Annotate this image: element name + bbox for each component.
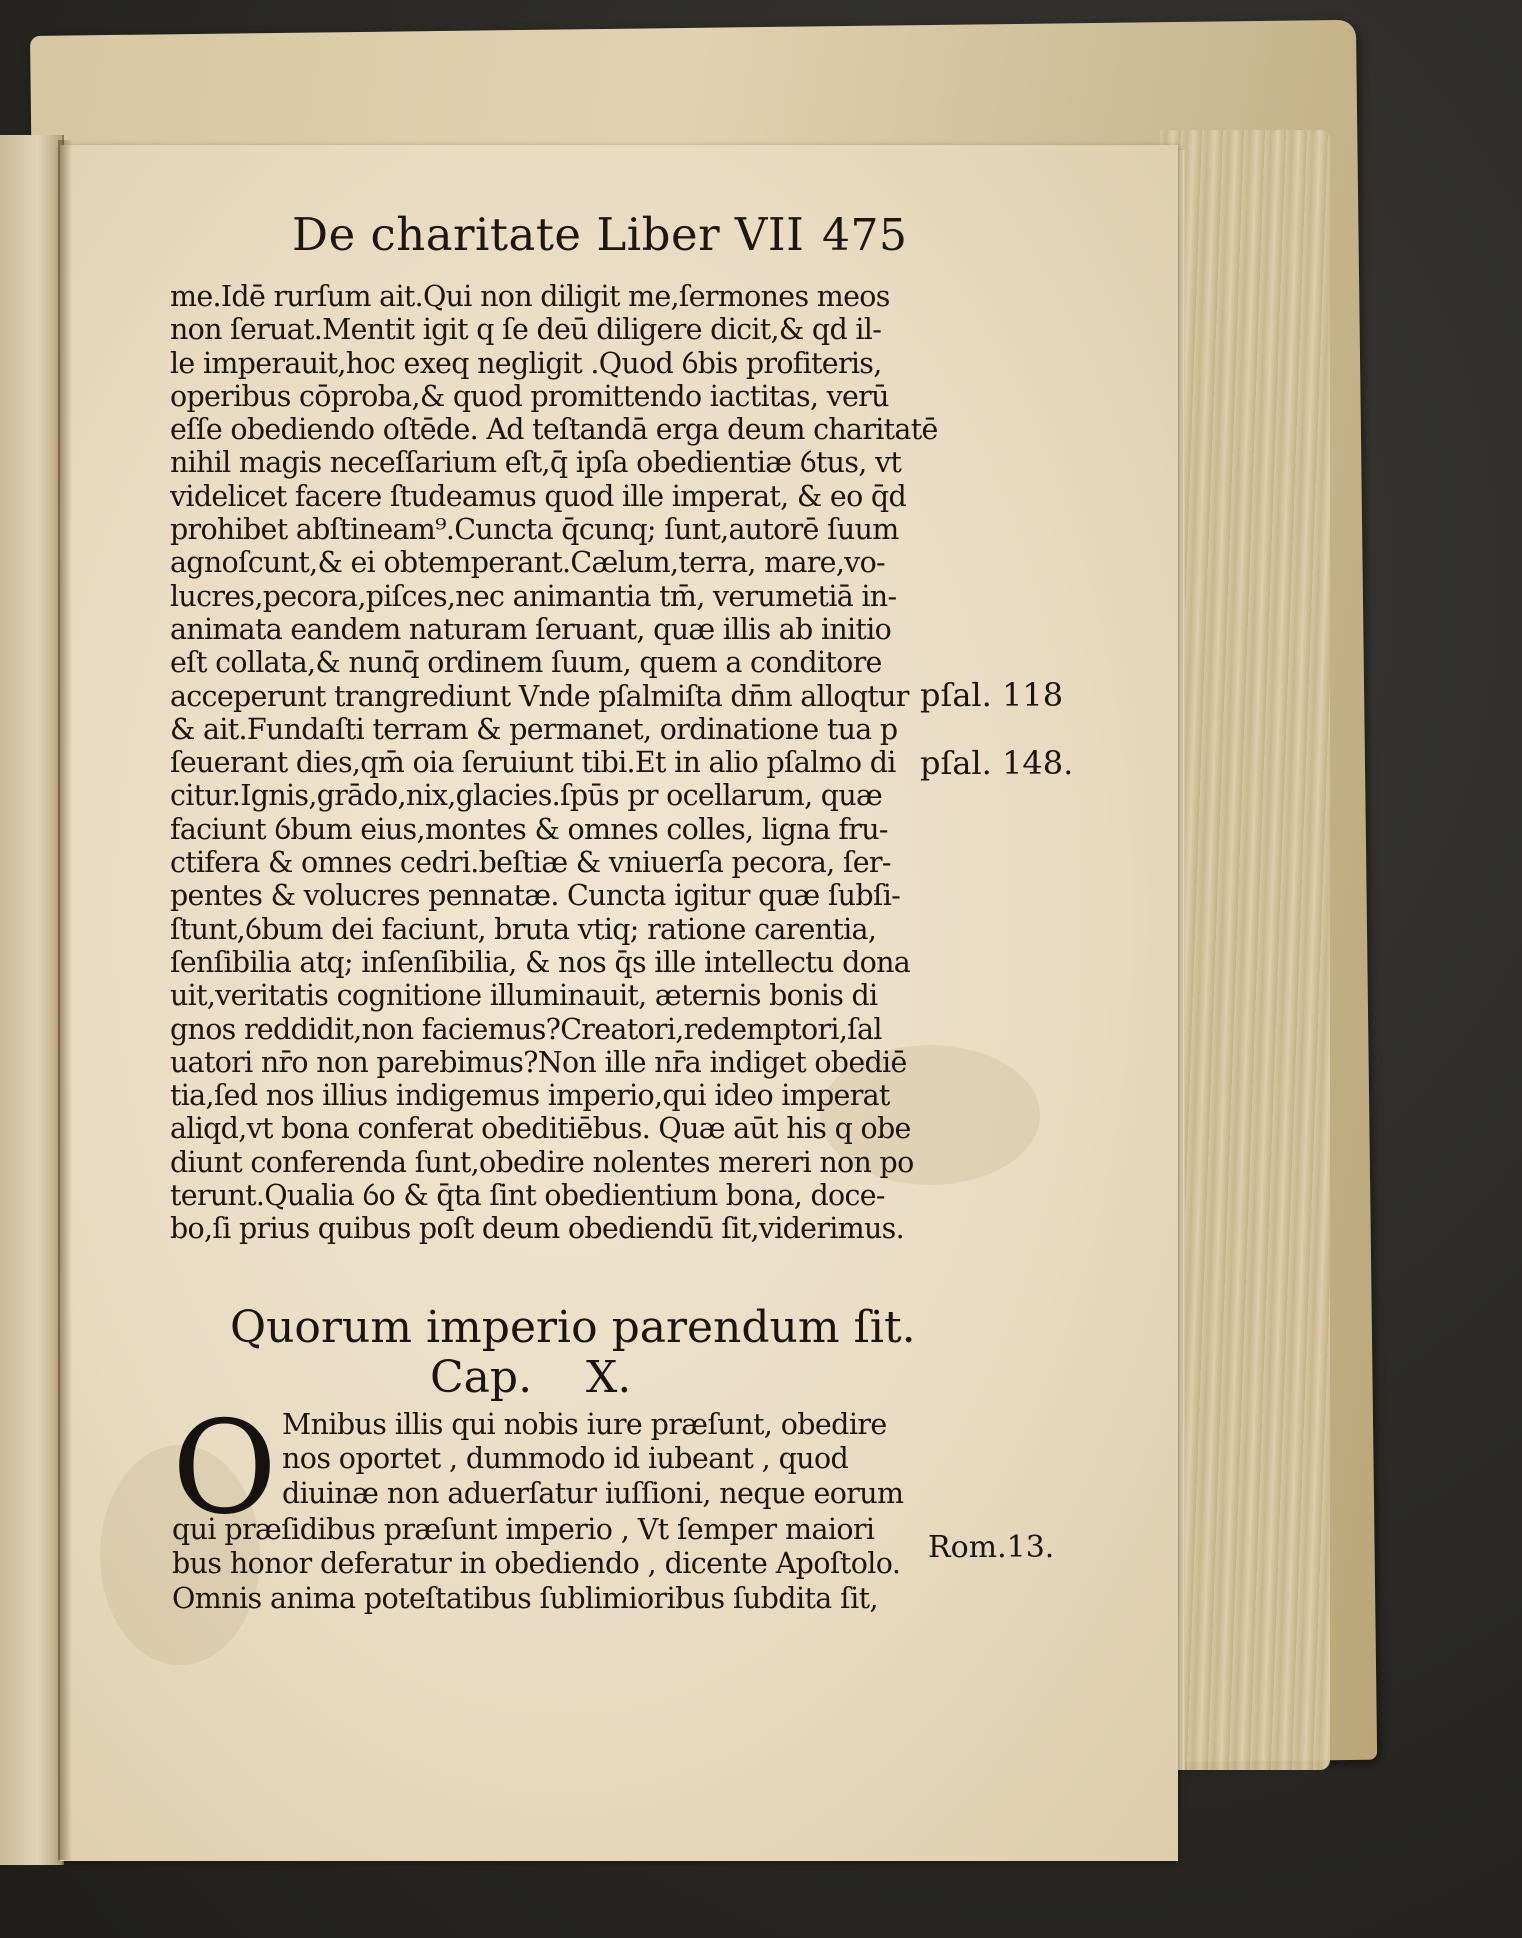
text-line: tia,ſed nos illius indigemus imperio,qui ideo imperat — [170, 1079, 890, 1113]
text-line: nos oportet , dummodo id iubeant , quod — [282, 1442, 849, 1476]
text-line: ſtunt,ỽbum dei faciunt, bruta vtiq; ratione carentia, — [170, 912, 877, 946]
verso-page-edge — [0, 135, 64, 1865]
initial-lines — [282, 1408, 922, 1511]
cover-fore-edge — [1160, 130, 1330, 1770]
text-line: uatori nr̄o non parebimus?Non ille nr̄a indiget obediē — [170, 1045, 907, 1079]
text-line: terunt.Qualia ỽo & q̄ta ſint obedientium bona, doce- — [170, 1179, 885, 1213]
margin-note: pſal. 118 — [920, 676, 1064, 714]
text-line: le imperauit,hoc exeq negligit .Quod ỽbis profiteris, — [170, 346, 882, 380]
chapter-text — [172, 1513, 922, 1616]
running-head — [292, 208, 912, 272]
text-line: agnoſcunt,& ei obtemperant.Cælum,terra, mare,vo- — [170, 546, 885, 580]
text-line: Omnis anima poteſtatibus ſublimioribus ſubdita ſit, — [172, 1581, 878, 1615]
text-line: pentes & volucres pennatæ. Cuncta igitur quæ ſubſi- — [170, 879, 901, 913]
text-line: me.Idē rurſum ait.Qui non diligit me,ſermones meos — [170, 280, 890, 313]
text-line: ctifera & omnes cedri.beſtiæ & vniuerſa pecora, ſer- — [170, 846, 891, 880]
margin-note: Rom.13. — [928, 1530, 1055, 1565]
text-line: nihil magis neceſſarium eſt,q̄ ipſa obedientiæ ỽtus, vt — [170, 446, 902, 480]
running-head-title: De charitate Liber VII — [292, 208, 805, 261]
text-line: eſt collata,& nunq̄ ordinem ſuum, quem a conditore — [170, 646, 882, 680]
text-line: bo,ſi prius quibus poſt deum obediendū ſit,viderimus. — [170, 1212, 904, 1246]
text-line: diuinæ non aduerſatur iuſſioni, neque eorum — [282, 1476, 904, 1510]
text-line: ſeuerant dies,qm̄ oia ſeruiunt tibi.Et in alio pſalmo di — [170, 746, 896, 780]
text-line: animata eandem naturam ſeruant, quæ illis ab initio — [170, 612, 892, 646]
text-line: videlicet facere ſtudeamus quod ille imperat, & eo q̄d — [170, 479, 907, 513]
text-line: non ſeruat.Mentit igit q ſe deū diligere dicit,& qd il- — [170, 313, 882, 347]
text-line: lucres,pecora,piſces,nec animantia tm̄, verumetiā in- — [170, 579, 897, 613]
text-line: aliqd,vt bona conferat obeditiēbus. Quæ aūt his q obe — [170, 1112, 911, 1146]
text-line: Mnibus illis qui nobis iure præſunt, obedire — [282, 1408, 887, 1441]
drop-initial: O — [172, 1394, 277, 1543]
margin-note: pſal. 148. — [920, 744, 1074, 782]
text-line: ſenſibilia atq; inſenſibilia, & nos q̄s ille intellectu dona — [170, 945, 911, 979]
chapter-number: Cap. X. — [430, 1352, 632, 1403]
text-line: qui præſidibus præſunt imperio , Vt ſemper maiori — [172, 1513, 875, 1546]
text-line: diunt conferenda ſunt,obedire nolentes mereri non po — [170, 1145, 914, 1179]
text-line: acceperunt trangrediunt Vnde pſalmiſta dn̄m alloqtur — [170, 679, 909, 713]
text-line: prohibet abſtineam⁹.Cuncta q̄cunq; ſunt,autorē ſuum — [170, 513, 899, 547]
text-line: & ait.Fundaſti terram & permanet, ordinatione tua p — [170, 712, 898, 746]
gutter-shadow — [58, 140, 72, 1860]
chapter-heading: Quorum imperio parendum ſit. — [230, 1302, 916, 1353]
text-line: uit,veritatis cognitione illuminauit, æternis bonis di — [170, 979, 878, 1013]
text-line: citur.Ignis,grādo,nix,glacies.ſpūs pr ocellarum, quæ — [170, 779, 883, 813]
text-line: gnos reddidit,non faciemus?Creatori,redemptori,ſal — [170, 1012, 882, 1046]
body-text — [170, 280, 938, 1246]
text-line: bus honor deferatur in obediendo , dicente Apoſtolo. — [172, 1547, 901, 1581]
text-line: operibus cōproba,& quod promittendo iactitas, verū — [170, 379, 889, 413]
text-line: eſſe obediendo oſtēde. Ad teſtandā erga deum charitatē — [170, 413, 938, 447]
page-number: 475 — [822, 210, 908, 261]
text-line: faciunt ỽbum eius,montes & omnes colles, ligna fru- — [170, 812, 888, 846]
